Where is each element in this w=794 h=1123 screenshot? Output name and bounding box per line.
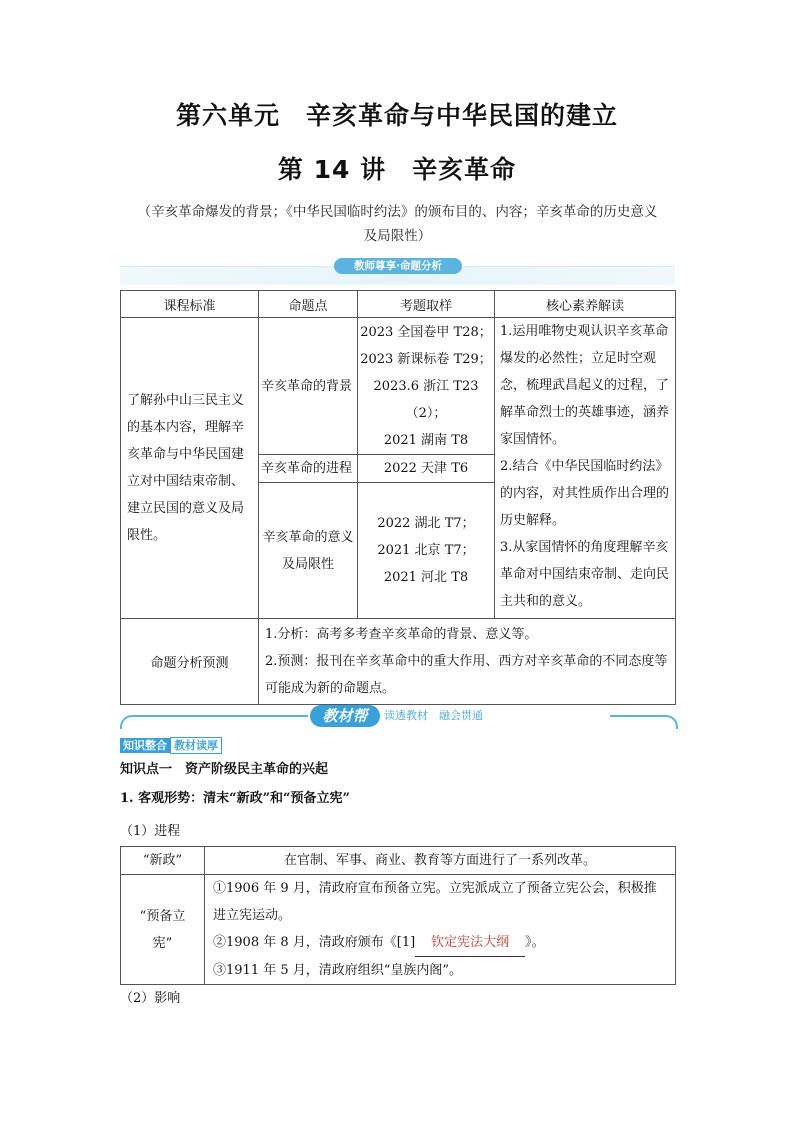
item-prefix: ②1908 年 8 月，清政府颁布《[1] (213, 935, 416, 950)
teacher-banner (120, 258, 675, 286)
scope-line-2: 及局限性） (363, 228, 432, 244)
constitution-item: ③1911 年 5 月，清政府组织“皇族内阁”。 (213, 963, 463, 978)
header-literacy: 核心素养解读 (495, 291, 676, 318)
sample-cell (358, 483, 495, 619)
banner-tag: 教材帮 (310, 705, 380, 727)
course-standard-cell: 了解孙中山三民主义的基本内容，理解辛亥革命与中华民国建立对中国结束帝制、建立民国的意义及局限性。 (121, 318, 259, 619)
sample-item: 2021 北京 T7； (377, 543, 475, 558)
sample-item: 2021 河北 T8 (383, 570, 469, 585)
tag-knowledge: 知识整合 (120, 738, 170, 753)
sample-item: 2023 新课标卷 T29； (360, 351, 492, 367)
sample-item: 2023.6 浙江 T23（2）； (373, 378, 479, 421)
header-standard: 课程标准 (121, 291, 259, 318)
table-row (121, 318, 676, 455)
header-point: 命题点 (259, 291, 358, 318)
knowledge-point-title: 知识点一 资产阶级民主革命的兴起 (120, 762, 329, 777)
banner-line-left (120, 715, 308, 729)
analysis-label-cell: 命题分析预测 (121, 619, 259, 705)
textbook-banner (120, 705, 678, 729)
sample-item: 2023 全国卷甲 T28； (360, 324, 492, 340)
scope-note (120, 200, 675, 248)
point-cell: 辛亥革命的进程 (259, 455, 358, 483)
unit-title: 第六单元 辛亥革命与中华民国的建立 (175, 101, 618, 130)
subsection-impact: （2）影响 (120, 991, 181, 1006)
literacy-cell (495, 318, 676, 619)
header-sample: 考题取样 (358, 291, 495, 318)
constitution-label: “预备立宪” (121, 875, 205, 985)
item-suffix: 》。 (525, 935, 545, 950)
new-policy-label: “新政” (121, 847, 205, 875)
point-cell: 辛亥革命的背景 (259, 318, 358, 455)
analysis-item: 2.预测：报刊在辛亥革命中的重大作用、西方对辛亥革命的不同态度等可能成为新的命题点。 (265, 654, 668, 696)
analysis-item: 1.分析：高考多考查辛亥革命的背景、意义等。 (265, 627, 538, 642)
banner-line-right (610, 715, 678, 729)
sample-cell: 2022 天津 T6 (358, 455, 495, 483)
lecture-title: 第 14 讲 辛亥革命 (277, 155, 517, 184)
constitution-text (205, 875, 676, 985)
table-header-row (121, 291, 676, 318)
tag-textbook: 教材读厚 (170, 737, 222, 754)
literacy-item: 3.从家国情怀的角度理解辛亥革命对中国结束帝制、走向民主共和的意义。 (500, 540, 670, 609)
sample-item: 2022 湖北 T7； (377, 516, 475, 531)
analysis-table (120, 290, 676, 705)
point-cell: 辛亥革命的意义及局限性 (259, 483, 358, 619)
scope-line-1: （辛亥革命爆发的背景；《中华民国临时约法》的颁布目的、内容；辛亥革命的历史意义 (137, 204, 658, 220)
table-row (121, 847, 676, 875)
table-row (121, 619, 676, 705)
banner-pill: 教师尊享·命题分析 (334, 258, 462, 274)
answer-blank: 钦定宪法大纲 (415, 929, 525, 957)
sample-cell (358, 318, 495, 455)
subsection-heading: 1. 客观形势：清末“新政”和“预备立宪” (120, 791, 351, 806)
table-row (121, 875, 676, 985)
reform-table (120, 846, 676, 985)
new-policy-text: 在官制、军事、商业、教育等方面进行了一系列改革。 (205, 847, 676, 875)
constitution-item (213, 929, 667, 957)
banner-subtitle: 读透教材 融会贯通 (384, 709, 483, 722)
sample-item: 2021 湖南 T8 (383, 432, 469, 448)
literacy-item: 1.运用唯物史观认识辛亥革命爆发的必然性；立足时空观念，梳理武昌起义的过程，了解革命烈士的英雄事迹，涵养家国情怀。 (500, 324, 670, 447)
analysis-cell (259, 619, 676, 705)
subsection-progress: （1）进程 (120, 824, 181, 839)
constitution-item: ①1906 年 9 月，清政府宣布预备立宪。立宪派成立了预备立宪公会，积极推进立宪运动。 (213, 881, 657, 923)
literacy-item: 2.结合《中华民国临时约法》的内容，对其性质作出合理的历史解释。 (500, 459, 670, 528)
section-tags (120, 734, 222, 752)
